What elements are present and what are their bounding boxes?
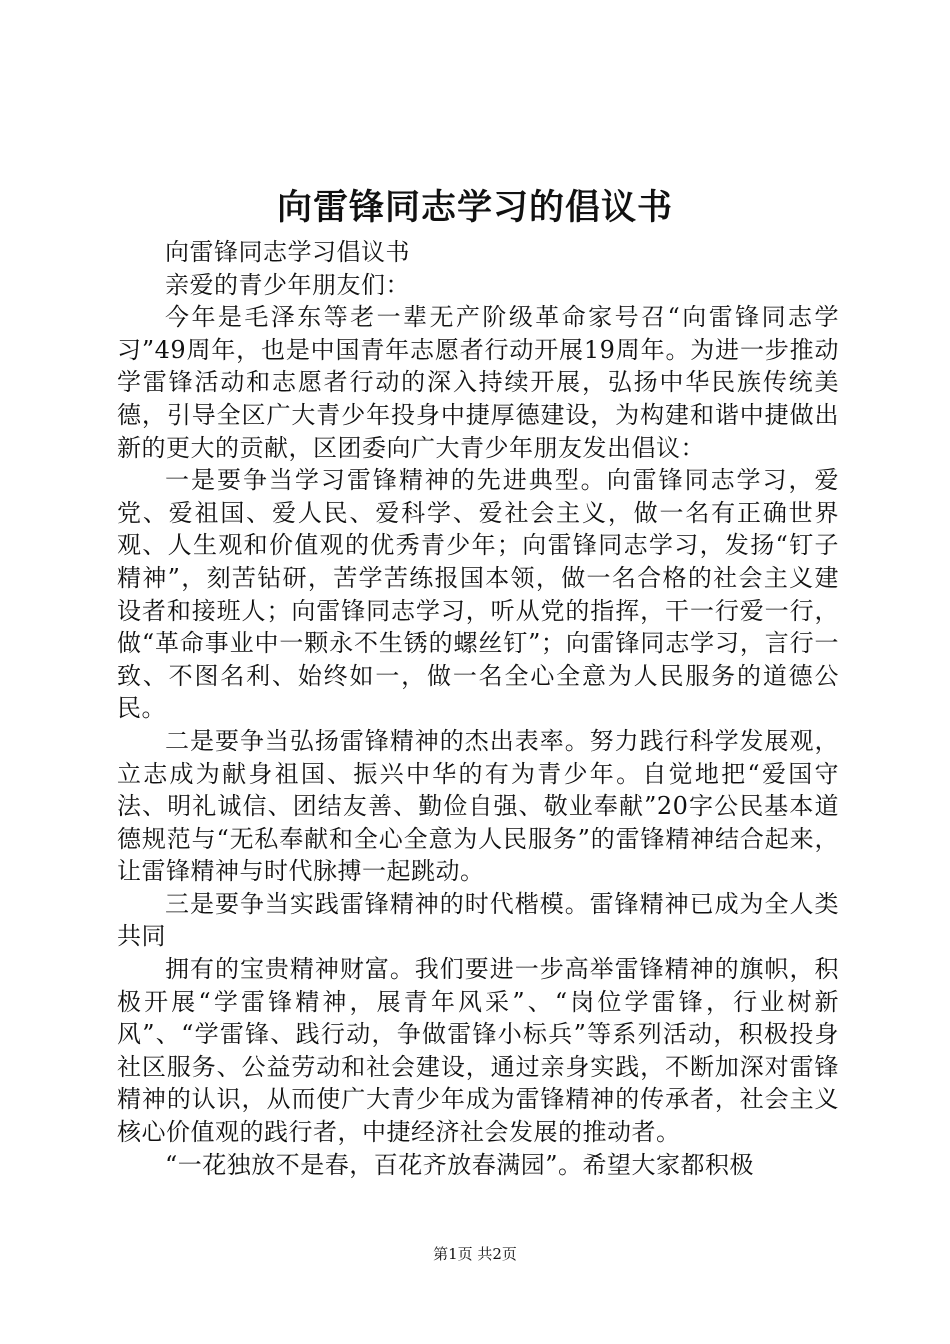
- paragraph-closing: “一花独放不是春，百花齐放春满园”。希望大家都积极: [165, 1150, 755, 1179]
- document-title: 向雷锋同志学习的倡议书: [276, 187, 673, 228]
- paragraph-subtitle: 向雷锋同志学习倡议书: [165, 238, 410, 266]
- paragraph-point-one: 一是要争当学习雷锋精神的先进典型。向雷锋同志学习，爱党、爱祖国、爱人民、爱科学、爱社会主义，做一名有正确世界观、人生观和价值观的优秀青少年；向雷锋同志学习，发扬“钉子精神”，刻苦钻研，苦学苦练报国本领，做一名合格的社会主义建设者和接班人；向雷锋同志学习，听从党的指挥，干一行爱一行，做“革命事业中一颗永不生锈的螺丝钉”；向雷锋同志学习，言行一致、不图名利、始终如一，做一名全心全意为人民服务的道德公民。: [117, 466, 839, 723]
- page-number-footer: 第1页 共2页: [433, 1245, 517, 1263]
- paragraph-point-two: 二是要争当弘扬雷锋精神的杰出表率。努力践行科学发展观，立志成为献身祖国、振兴中华的有为青少年。自觉地把“爱国守法、明礼诚信、团结友善、勤俭自强、敬业奉献”20字公民基本道德规范与“无私奉献和全心全意为人民服务”的雷锋精神结合起来，让雷锋精神与时代脉搏一起跳动。: [117, 726, 839, 886]
- paragraph-point-three-continued: 拥有的宝贵精神财富。我们要进一步高举雷锋精神的旗帜，积极开展“学雷锋精神，展青年风采”、“岗位学雷锋，行业树新风”、“学雷锋、践行动，争做雷锋小标兵”等系列活动，积极投身社区服务、公益劳动和社会建设，通过亲身实践，不断加深对雷锋精神的认识，从而使广大青少年成为雷锋精神的传承者，社会主义核心价值观的践行者，中捷经济社会发展的推动者。: [117, 955, 839, 1147]
- document-body: [117, 236, 839, 1181]
- paragraph-point-three: 三是要争当实践雷锋精神的时代楷模。雷锋精神已成为全人类共同: [117, 889, 839, 951]
- paragraph-intro: 今年是毛泽东等老一辈无产阶级革命家号召“向雷锋同志学习”49周年，也是中国青年志愿者行动开展19周年。为进一步推动学雷锋活动和志愿者行动的深入持续开展，弘扬中华民族传统美德，引导全区广大青少年投身中捷厚德建设，为构建和谐中捷做出新的更大的贡献，区团委向广大青少年朋友发出倡议：: [117, 303, 839, 462]
- paragraph-salutation: 亲爱的青少年朋友们：: [165, 270, 410, 299]
